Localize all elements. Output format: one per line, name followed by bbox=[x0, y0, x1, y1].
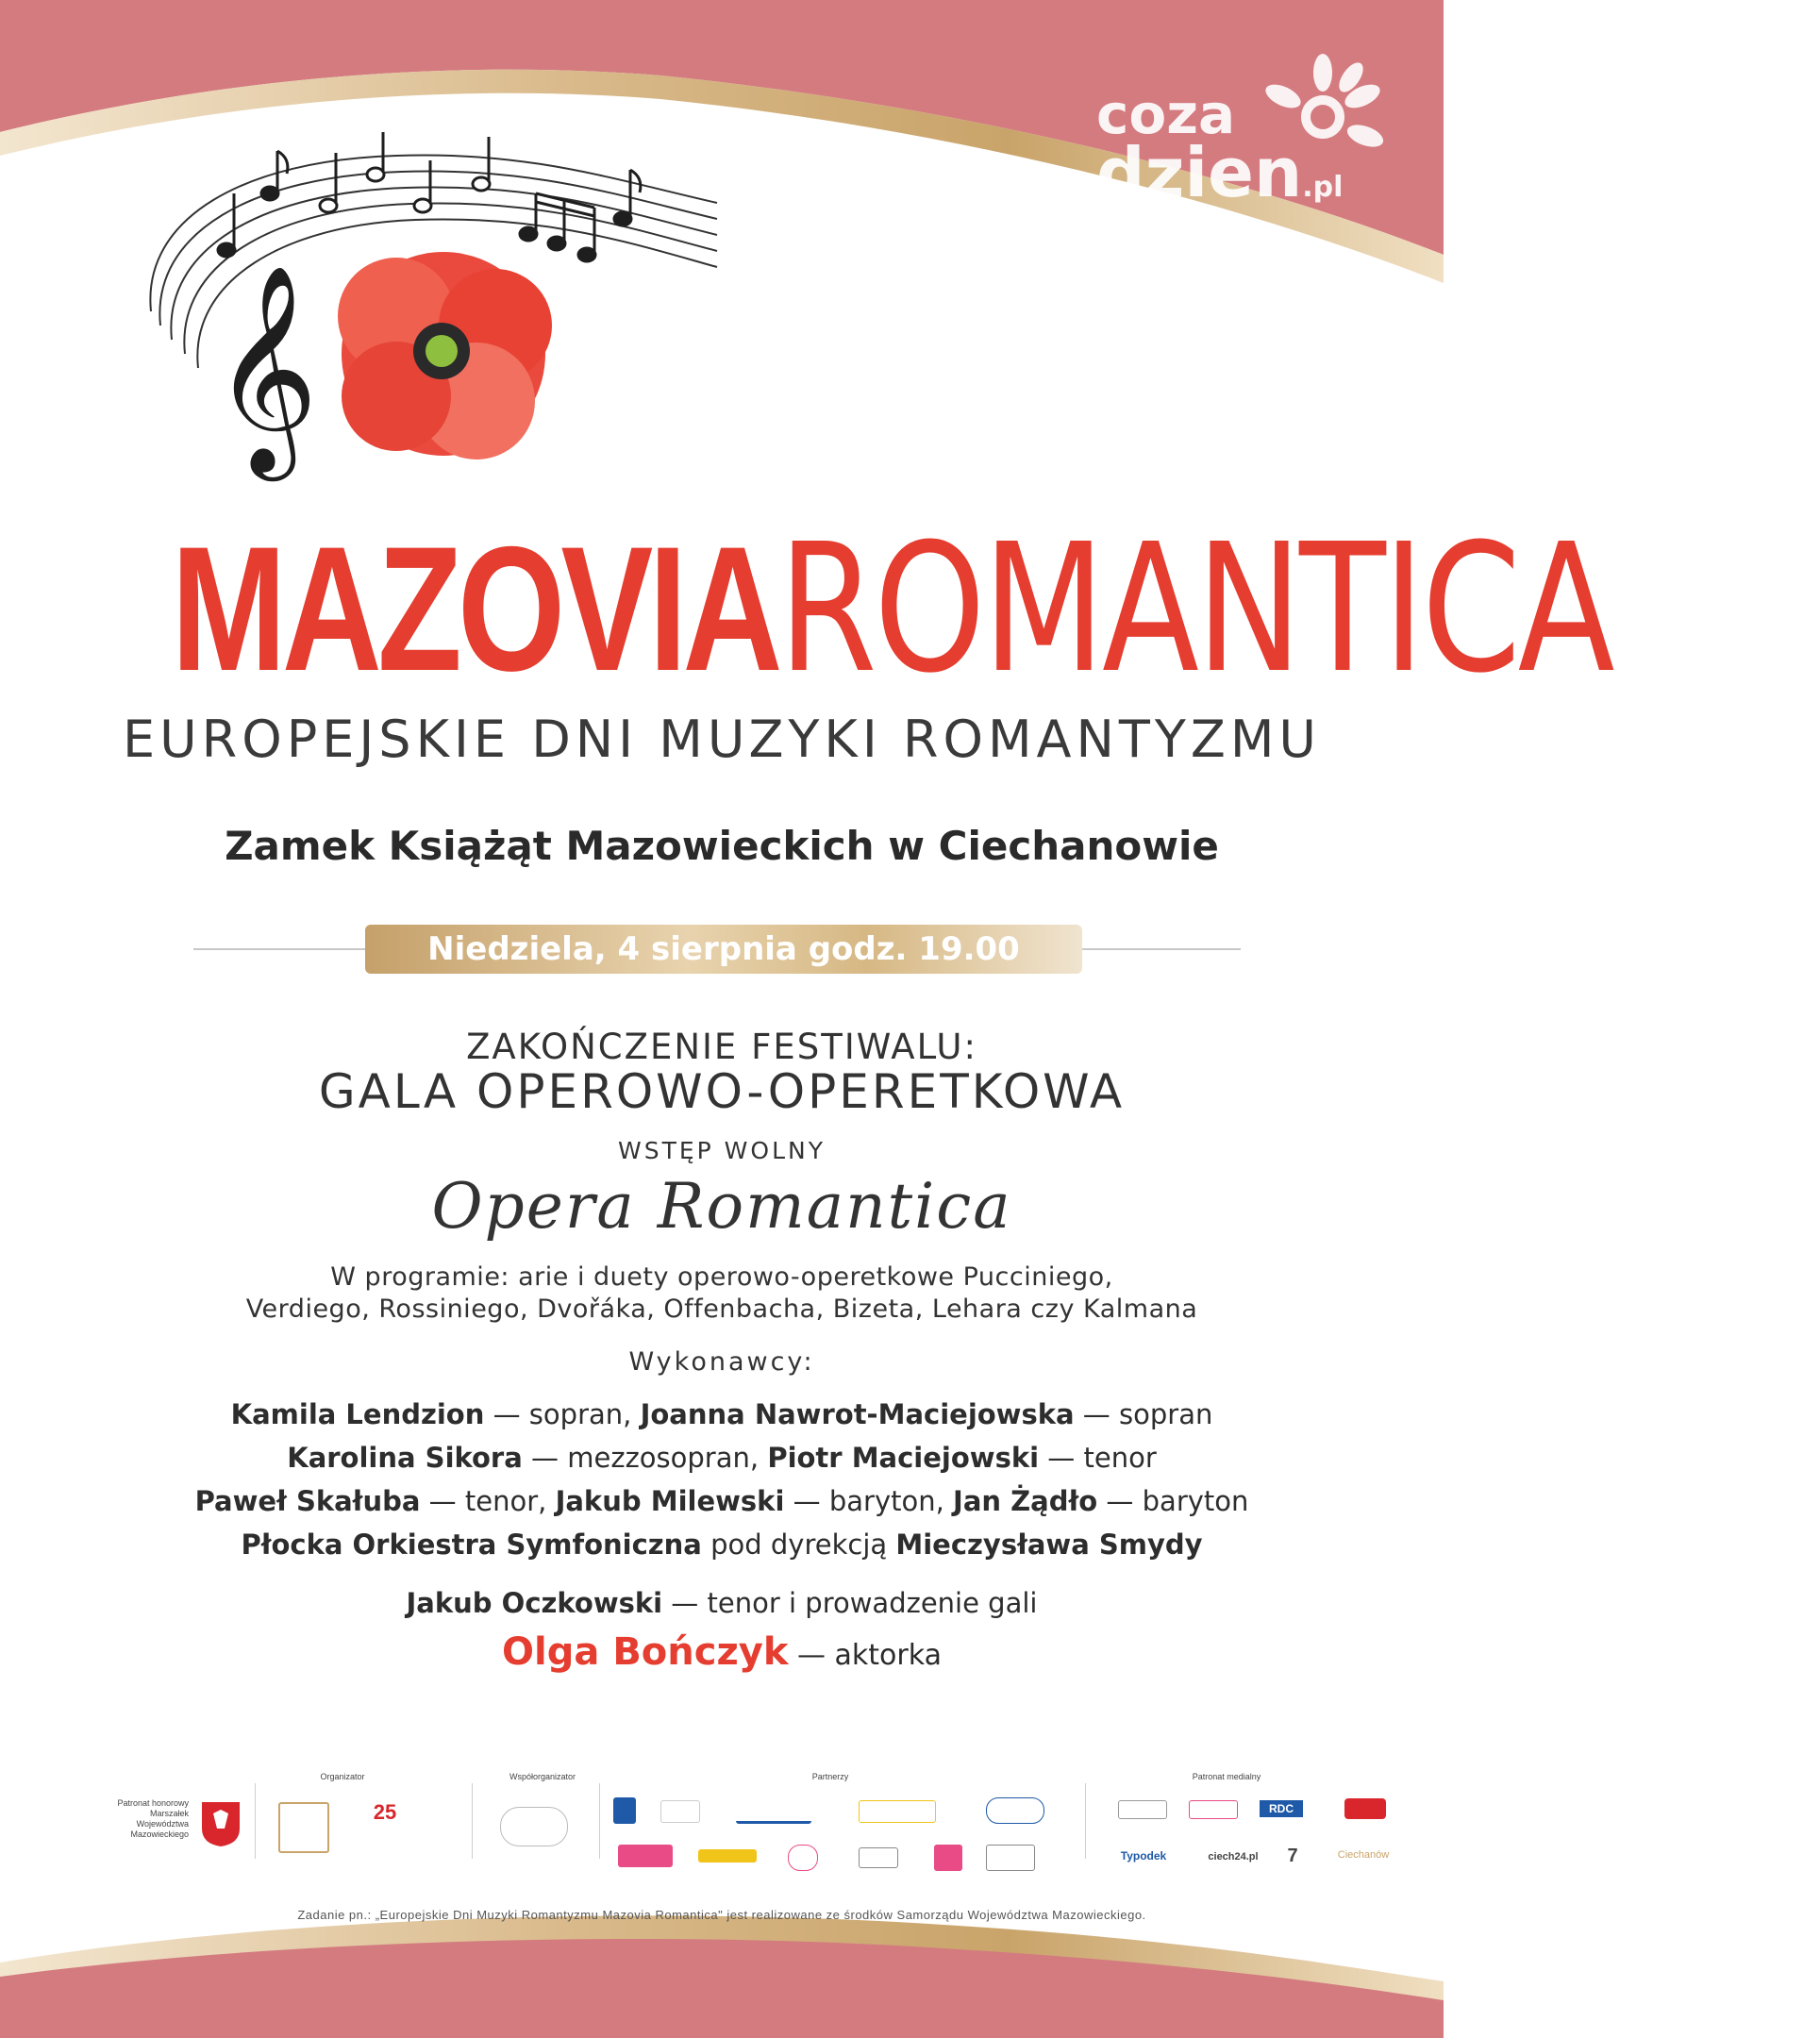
brand-suffix: .pl bbox=[1302, 171, 1344, 204]
title-thin-part: ROMANTICA bbox=[777, 506, 1612, 712]
performer-role: — tenor bbox=[1039, 1442, 1157, 1474]
divider bbox=[599, 1783, 600, 1859]
event-name: GALA OPEROWO-OPERETKOWA bbox=[318, 1064, 1126, 1119]
mazovia-coat-of-arms-icon bbox=[200, 1800, 242, 1847]
performer-name: Jan Żądło bbox=[953, 1485, 1098, 1517]
partner-logo bbox=[934, 1845, 962, 1871]
channel-7-logo: 7 bbox=[1287, 1846, 1298, 1866]
festival-subtitle: EUROPEJSKIE DNI MUZYKI ROMANTYZMU bbox=[123, 710, 1321, 769]
performer-name: Karolina Sikora bbox=[287, 1442, 523, 1474]
performer-name: Jakub Milewski bbox=[555, 1485, 785, 1517]
media-logo bbox=[1118, 1800, 1167, 1819]
admission-note: WSTĘP WOLNY bbox=[618, 1137, 826, 1164]
divider bbox=[255, 1783, 256, 1859]
conductor-name: Mieczysława Smydy bbox=[895, 1528, 1203, 1561]
treble-clef-icon: 𝄞 bbox=[212, 263, 319, 472]
music-notes-icon bbox=[218, 132, 641, 261]
performer-role: — sopran bbox=[1074, 1398, 1213, 1430]
star-name: Olga Bończyk bbox=[502, 1630, 789, 1674]
tygodnik-logo: Typodek bbox=[1120, 1849, 1167, 1863]
coorganizer-label: Współorganizator bbox=[509, 1772, 576, 1781]
star-row bbox=[0, 1630, 1444, 1674]
orchestra-mid: pod dyrekcją bbox=[701, 1528, 896, 1561]
host-role: — tenor i prowadzenie gali bbox=[662, 1587, 1038, 1619]
partner-logo bbox=[736, 1800, 811, 1824]
performers-row-2 bbox=[0, 1442, 1444, 1474]
media-logo bbox=[1344, 1798, 1386, 1819]
partner-logo bbox=[986, 1845, 1035, 1871]
romantica-art-logo bbox=[500, 1807, 568, 1846]
partner-logo bbox=[618, 1845, 673, 1867]
ensemble-name: Opera Romantica bbox=[431, 1170, 1012, 1243]
title-bold-part: MAZOVIA bbox=[171, 510, 778, 708]
performer-name: Kamila Lendzion bbox=[230, 1398, 485, 1430]
performer-role: — baryton, bbox=[784, 1485, 954, 1517]
partner-logo bbox=[859, 1847, 898, 1868]
media-logo bbox=[1189, 1800, 1238, 1819]
brand-line1: coza bbox=[1096, 82, 1236, 146]
event-lead: ZAKOŃCZENIE FESTIWALU: bbox=[466, 1027, 977, 1067]
performers-heading: Wykonawcy: bbox=[628, 1347, 815, 1377]
partner-logo bbox=[986, 1797, 1044, 1824]
poppy-flower-icon bbox=[338, 252, 552, 459]
sun-icon bbox=[1257, 49, 1389, 172]
host-row bbox=[0, 1587, 1444, 1619]
divider bbox=[1085, 1783, 1086, 1859]
star-role: — aktorka bbox=[788, 1639, 942, 1672]
brand-word: dzien bbox=[1096, 133, 1303, 212]
funding-footer: Zadanie pn.: „Europejskie Dni Muzyki Romantyzmu Mazovia Romantica" jest realizowane ze środków Samorządu Województwa Mazowieckiego. bbox=[297, 1908, 1146, 1922]
venue: Zamek Książąt Mazowieckich w Ciechanowie bbox=[225, 823, 1219, 869]
ciechanow-logo: Ciechanów bbox=[1337, 1849, 1390, 1861]
performer-role: — baryton bbox=[1097, 1485, 1249, 1517]
cozadzien-logo bbox=[1096, 82, 1379, 212]
performer-name: Paweł Skałuba bbox=[194, 1485, 421, 1517]
media-label: Patronat medialny bbox=[1192, 1772, 1261, 1781]
partner-logo bbox=[698, 1849, 757, 1863]
organizer-label: Organizator bbox=[320, 1772, 365, 1781]
anniversary-logo: 25 bbox=[373, 1800, 397, 1824]
rdc-logo: RDC bbox=[1260, 1800, 1303, 1817]
partner-logo bbox=[859, 1800, 936, 1823]
host-name: Jakub Oczkowski bbox=[406, 1587, 663, 1619]
performer-name: Joanna Nawrot-Maciejowska bbox=[640, 1398, 1075, 1430]
date-badge: Niedziela, 4 sierpnia godz. 19.00 bbox=[365, 925, 1082, 974]
program-line-1: W programie: arie i duety operowo-operetkowe Pucciniego, bbox=[330, 1262, 1113, 1292]
performers-row-3 bbox=[0, 1485, 1444, 1517]
partners-strip bbox=[57, 1764, 1390, 1887]
performers-row-1 bbox=[0, 1398, 1444, 1430]
performer-name: Piotr Maciejowski bbox=[767, 1442, 1040, 1474]
festival-title bbox=[0, 506, 1612, 712]
orchestra-row bbox=[0, 1528, 1444, 1561]
performer-role: — sopran, bbox=[484, 1398, 641, 1430]
performer-role: — tenor, bbox=[420, 1485, 556, 1517]
patron-text: Patronat honorowy Marszałek Województwa Mazowieckiego bbox=[117, 1798, 189, 1839]
partner-logo bbox=[788, 1845, 818, 1871]
program-line-2: Verdiego, Rossiniego, Dvořáka, Offenbacha, Bizeta, Lehara czy Kalmana bbox=[245, 1295, 1198, 1324]
divider bbox=[472, 1783, 473, 1859]
partners-label: Partnerzy bbox=[811, 1772, 849, 1781]
partner-logo bbox=[613, 1797, 636, 1824]
partner-logo bbox=[660, 1800, 700, 1823]
ciech24-logo: ciech24.pl bbox=[1208, 1851, 1259, 1863]
performer-role: — mezzosopran, bbox=[522, 1442, 768, 1474]
castle-museum-logo bbox=[278, 1802, 329, 1853]
orchestra-name: Płocka Orkiestra Symfoniczna bbox=[241, 1528, 702, 1561]
